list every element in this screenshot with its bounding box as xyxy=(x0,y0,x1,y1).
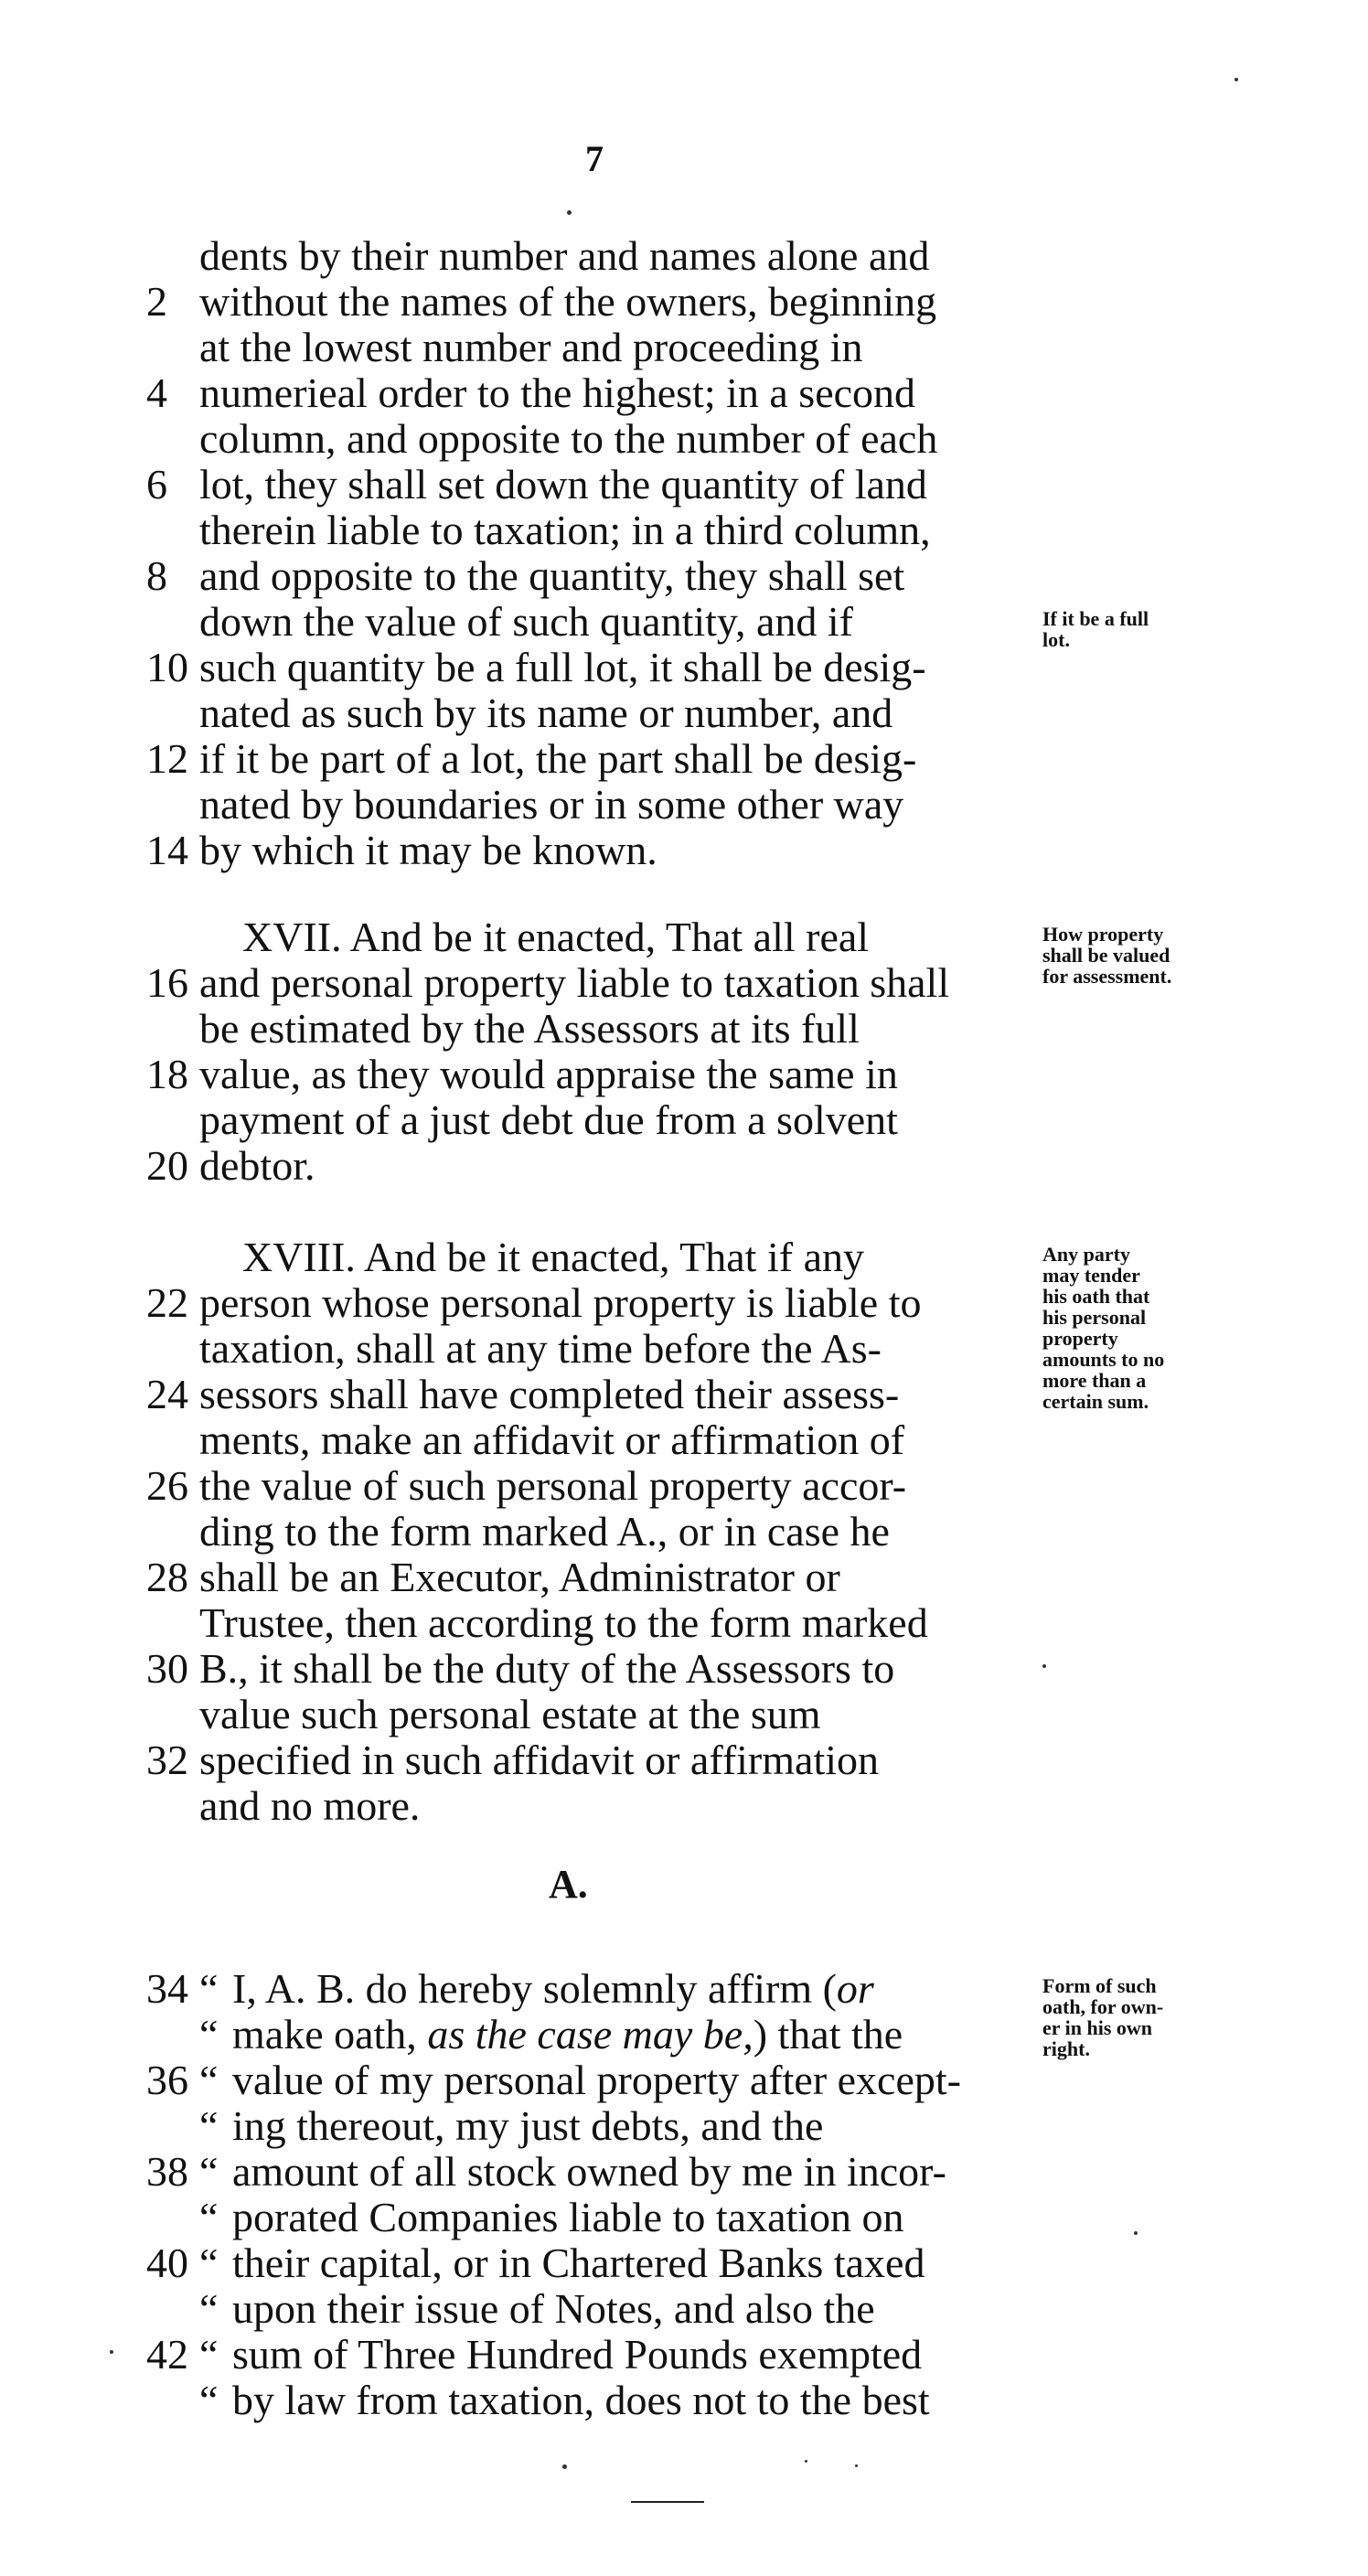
print-speck xyxy=(1042,1664,1046,1668)
margin-note-line: Any party xyxy=(1042,1243,1130,1266)
line-text: the value of such personal property accor- xyxy=(199,1462,907,1509)
line-number: 24 xyxy=(146,1371,188,1417)
line-text: column, and opposite to the number of each xyxy=(199,415,938,462)
page-number: 7 xyxy=(585,138,604,179)
line-text: value such personal estate at the sum xyxy=(199,1691,821,1737)
print-speck xyxy=(1234,78,1238,81)
line-number: 28 xyxy=(146,1554,188,1600)
form-line-body: by law from taxation, does not to the best xyxy=(232,2377,930,2423)
form-line-text xyxy=(199,1966,874,2012)
print-speck xyxy=(562,2464,567,2469)
form-line-text xyxy=(199,2332,922,2378)
form-line-text xyxy=(199,2058,961,2103)
form-line-body: ing thereout, my just debts, and the xyxy=(232,2102,824,2149)
line-number: 14 xyxy=(146,827,188,873)
margin-note xyxy=(1042,1244,1244,1412)
form-line-body: amount of all stock owned by me in incor- xyxy=(232,2148,946,2195)
line-text: sessors shall have completed their assess- xyxy=(199,1371,900,1417)
line-number: 10 xyxy=(146,644,188,690)
form-line-text xyxy=(199,2286,875,2332)
line-text: be estimated by the Assessors at its full xyxy=(199,1005,860,1052)
line-text: XVII. And be it enacted, That all real xyxy=(242,914,870,960)
line-text: without the names of the owners, beginning xyxy=(199,278,937,325)
line-text: by which it may be known. xyxy=(199,827,657,873)
form-line-body: porated Companies liable to taxation on xyxy=(232,2194,904,2240)
line-text: and opposite to the quantity, they shall set xyxy=(199,552,905,599)
margin-note-line: his oath that xyxy=(1042,1285,1150,1308)
line-number: 34 xyxy=(146,1965,188,2012)
margin-note-line: oath, for own- xyxy=(1042,1995,1164,2018)
margin-note xyxy=(1042,1975,1244,2059)
line-number: 38 xyxy=(146,2148,188,2195)
margin-note-line: property xyxy=(1042,1327,1118,1350)
margin-note xyxy=(1042,924,1244,987)
print-speck xyxy=(567,210,572,215)
line-number: 12 xyxy=(146,735,188,782)
line-text: such quantity be a full lot, it shall be desig- xyxy=(199,644,926,690)
line-text: value, as they would appraise the same in xyxy=(199,1051,898,1097)
line-number: 6 xyxy=(146,461,167,508)
line-number: 26 xyxy=(146,1462,188,1509)
line-text: payment of a just debt due from a solvent xyxy=(199,1096,898,1143)
margin-note-line: shall be valued xyxy=(1042,944,1170,967)
line-text: ments, make an affidavit or affirmation of xyxy=(199,1416,905,1463)
margin-note-line: Form of such xyxy=(1042,1974,1157,1997)
quote-mark: “ xyxy=(199,2057,219,2103)
line-text: and personal property liable to taxation shall xyxy=(199,959,950,1006)
footer-rule xyxy=(631,2501,704,2503)
quote-mark: “ xyxy=(199,2239,219,2286)
form-line-text xyxy=(199,2378,930,2423)
line-number: 16 xyxy=(146,959,188,1006)
line-text: person whose personal property is liable to xyxy=(199,1279,922,1326)
line-text: lot, they shall set down the quantity of land xyxy=(199,461,927,508)
line-number: 22 xyxy=(146,1279,188,1326)
quote-mark: “ xyxy=(199,2011,219,2058)
margin-note-line: right. xyxy=(1042,2037,1090,2060)
line-text: and no more. xyxy=(199,1782,421,1829)
form-line-text xyxy=(199,2103,823,2149)
line-text: dents by their number and names alone and xyxy=(199,232,930,279)
line-text: numerieal order to the highest; in a second xyxy=(199,369,916,416)
form-line-body: make oath, as the case may be,) that the xyxy=(232,2011,903,2058)
form-line-text xyxy=(199,2195,904,2240)
line-text: at the lowest number and proceeding in xyxy=(199,324,863,370)
margin-note-line: lot. xyxy=(1042,628,1070,651)
line-number: 42 xyxy=(146,2331,188,2378)
margin-note-line: How property xyxy=(1042,923,1164,946)
line-number: 40 xyxy=(146,2239,188,2286)
line-text: XVIII. And be it enacted, That if any xyxy=(242,1234,864,1280)
line-text: nated as such by its name or number, and xyxy=(199,689,893,736)
quote-mark: “ xyxy=(199,2285,219,2332)
form-line-body: their capital, or in Chartered Banks taxed xyxy=(232,2239,925,2286)
line-text: B., it shall be the duty of the Assessors to xyxy=(199,1645,895,1692)
margin-note-line: certain sum. xyxy=(1042,1390,1149,1413)
line-text: if it be part of a lot, the part shall be desig- xyxy=(199,735,917,782)
form-line-text xyxy=(199,2149,946,2195)
margin-note-line: er in his own xyxy=(1042,2016,1153,2039)
margin-note-line: amounts to no xyxy=(1042,1348,1165,1371)
margin-note-line: If it be a full xyxy=(1042,607,1149,630)
margin-note xyxy=(1042,608,1244,650)
print-speck xyxy=(855,2464,858,2467)
form-heading: A. xyxy=(549,1862,588,1907)
quote-mark: “ xyxy=(199,2102,219,2149)
line-text: shall be an Executor, Administrator or xyxy=(199,1554,840,1600)
line-number: 30 xyxy=(146,1645,188,1692)
line-text: specified in such affidavit or affirmation xyxy=(199,1737,880,1783)
line-number: 18 xyxy=(146,1051,188,1097)
line-number: 2 xyxy=(146,278,167,325)
print-speck xyxy=(110,2350,113,2354)
form-line-text xyxy=(199,2240,924,2286)
line-number: 4 xyxy=(146,369,167,416)
form-line-body: value of my personal property after except- xyxy=(232,2057,961,2103)
quote-mark: “ xyxy=(199,2331,219,2378)
quote-mark: “ xyxy=(199,2377,219,2423)
form-line-body: I, A. B. do hereby solemnly affirm (or xyxy=(232,1965,874,2012)
line-text: therein liable to taxation; in a third column, xyxy=(199,507,931,553)
line-text: taxation, shall at any time before the As- xyxy=(199,1325,882,1372)
margin-note-line: may tender xyxy=(1042,1264,1140,1287)
line-text: debtor. xyxy=(199,1142,315,1189)
line-number: 36 xyxy=(146,2057,188,2103)
quote-mark: “ xyxy=(199,2194,219,2240)
line-number: 8 xyxy=(146,552,167,599)
line-number: 20 xyxy=(146,1142,188,1189)
margin-note-line: his personal xyxy=(1042,1306,1147,1329)
margin-note-line: for assessment. xyxy=(1042,965,1172,988)
line-text: nated by boundaries or in some other way xyxy=(199,781,904,828)
form-line-body: upon their issue of Notes, and also the xyxy=(232,2285,875,2332)
line-number: 32 xyxy=(146,1737,188,1783)
line-text: Trustee, then according to the form marked xyxy=(199,1599,928,1646)
margin-note-line: more than a xyxy=(1042,1369,1147,1392)
form-line-text xyxy=(199,2012,903,2058)
print-speck xyxy=(1134,2231,1138,2235)
form-line-body: sum of Three Hundred Pounds exempted xyxy=(232,2331,923,2378)
line-text: ding to the form marked A., or in case he xyxy=(199,1508,890,1555)
quote-mark: “ xyxy=(199,1965,219,2012)
quote-mark: “ xyxy=(199,2148,219,2195)
print-speck xyxy=(805,2460,807,2463)
line-text: down the value of such quantity, and if xyxy=(199,598,853,645)
